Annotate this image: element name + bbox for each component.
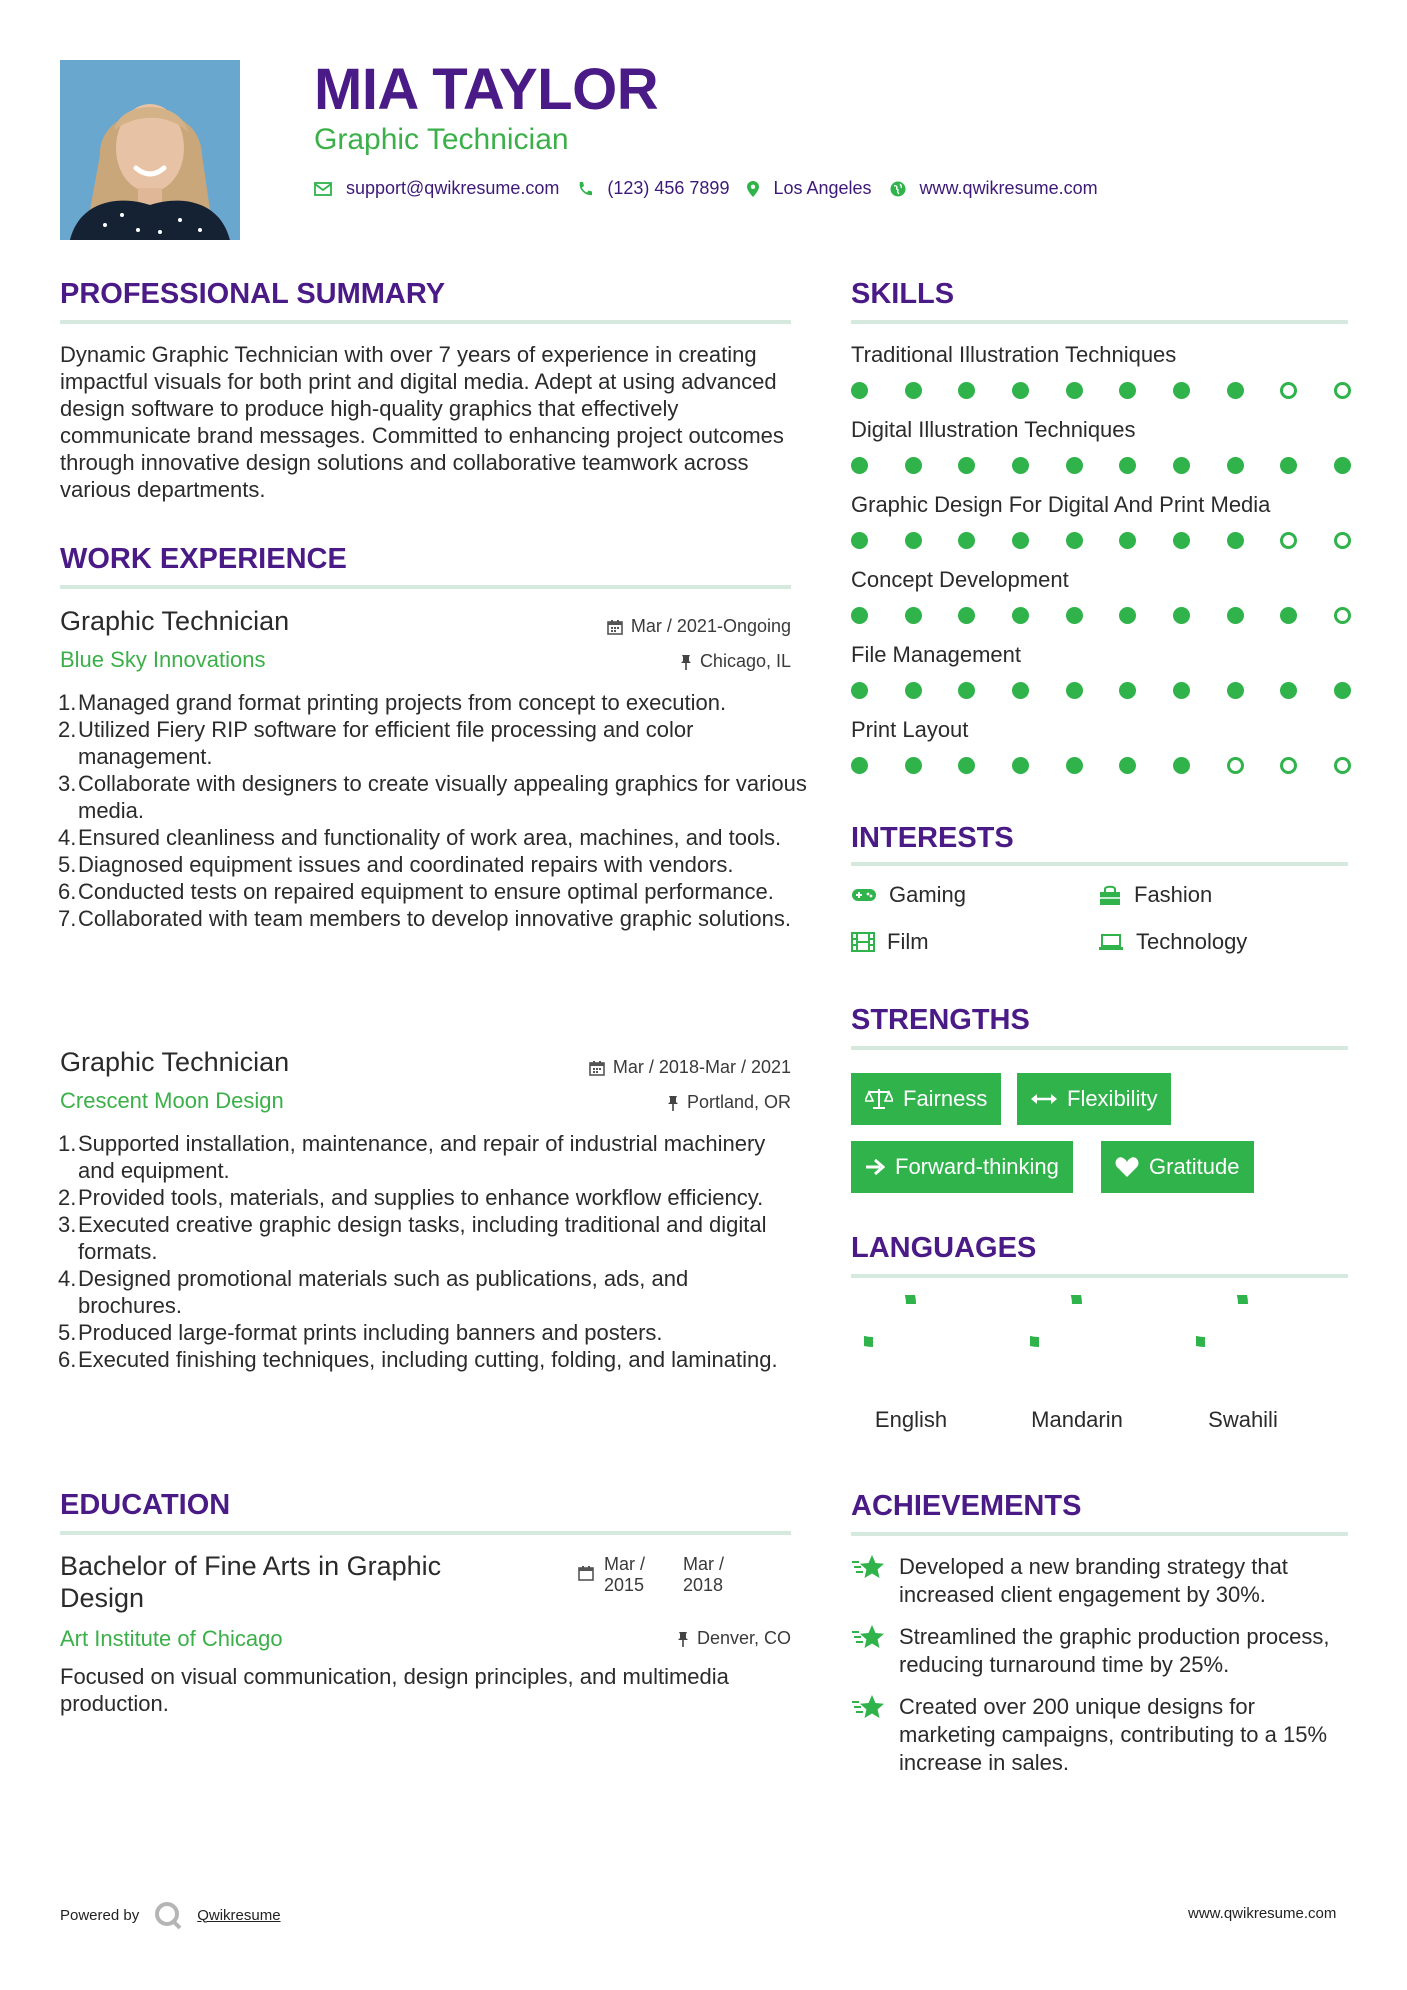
language-label: English bbox=[874, 1407, 948, 1432]
strength-label: Gratitude bbox=[1149, 1154, 1240, 1179]
language-label: Swahili bbox=[1208, 1407, 1278, 1432]
skill-name: Concept Development bbox=[851, 567, 1069, 592]
qwikresume-link[interactable]: Qwikresume bbox=[197, 1906, 281, 1924]
education-location bbox=[677, 1628, 791, 1649]
skill-name: Traditional Illustration Techniques bbox=[851, 342, 1177, 367]
language-item bbox=[828, 1295, 994, 1433]
list-item: 4. Designed promotional materials such as publications, ads, and brochures. bbox=[58, 1266, 689, 1318]
list-item: 6. Executed finishing techniques, including cutting, folding, and laminating. bbox=[58, 1347, 778, 1372]
skill-dot-filled bbox=[1119, 682, 1136, 699]
job-date bbox=[589, 1057, 791, 1078]
skill-dot-filled bbox=[851, 382, 868, 399]
summary-heading: PROFESSIONAL SUMMARY bbox=[60, 278, 446, 310]
strength-label: Forward-thinking bbox=[895, 1154, 1059, 1179]
strength-label: Flexibility bbox=[1067, 1086, 1158, 1111]
achievement-item bbox=[851, 1623, 1351, 1679]
skill-dot-filled bbox=[1012, 382, 1029, 399]
list-item: 1. Managed grand format printing projects from concept to execution. bbox=[58, 690, 727, 715]
skill-dot-filled bbox=[851, 532, 868, 549]
achievement-item bbox=[851, 1693, 1351, 1777]
skill-dot-filled bbox=[1119, 757, 1136, 774]
summary-divider bbox=[60, 320, 791, 324]
education-end: Mar / 2018 bbox=[683, 1554, 725, 1595]
skill-dot-empty bbox=[1334, 607, 1351, 624]
skill-dot-filled bbox=[851, 457, 868, 474]
balance-scale-icon bbox=[865, 1087, 893, 1111]
skill-dot-filled bbox=[958, 457, 975, 474]
list-item: 7. Collaborated with team members to develop innovative graphic solutions. bbox=[58, 906, 791, 931]
job-date-text: Mar / 2021-Ongoing bbox=[630, 616, 791, 636]
strength-chip-fairness bbox=[851, 1073, 1001, 1125]
skill-dot-filled bbox=[958, 682, 975, 699]
list-item: 2. Provided tools, materials, and supplies to enhance workflow efficiency. bbox=[58, 1185, 764, 1210]
arrows-horizontal-icon bbox=[1031, 1092, 1057, 1106]
list-item: 1. Supported installation, maintenance, and repair of industrial machinery and equipment. bbox=[58, 1131, 766, 1183]
skill-dot-filled bbox=[905, 457, 922, 474]
skill-dot-filled bbox=[1227, 532, 1244, 549]
job-date-text: Mar / 2018-Mar / 2021 bbox=[612, 1057, 791, 1077]
education-heading: EDUCATION bbox=[60, 1489, 231, 1521]
skill-rating bbox=[851, 532, 1351, 549]
company-name: Blue Sky Innovations bbox=[60, 647, 266, 672]
achievement-text: Developed a new branding strategy that increased client engagement by 30%. bbox=[899, 1554, 1288, 1607]
star-icon bbox=[851, 1553, 885, 1581]
skill-dot-filled bbox=[958, 757, 975, 774]
skill-dot-filled bbox=[1280, 607, 1297, 624]
footer-powered-by bbox=[60, 1900, 281, 1930]
achievement-item bbox=[851, 1553, 1351, 1609]
shopping-bag-icon bbox=[1098, 884, 1122, 906]
skill-dot-filled bbox=[851, 682, 868, 699]
skill-dot-filled bbox=[1334, 682, 1351, 699]
laptop-icon bbox=[1098, 933, 1124, 951]
skill-dot-filled bbox=[1173, 607, 1190, 624]
skill-dot-filled bbox=[1280, 457, 1297, 474]
skill-dot-filled bbox=[1066, 607, 1083, 624]
skill-dot-filled bbox=[1227, 457, 1244, 474]
degree-title: Bachelor of Fine Arts in Graphic Design bbox=[60, 1551, 442, 1613]
education-location-text: Denver, CO bbox=[696, 1628, 791, 1648]
skill-dot-filled bbox=[958, 532, 975, 549]
phone-text: (123) 456 7899 bbox=[607, 178, 730, 198]
skill-dot-filled bbox=[1119, 532, 1136, 549]
calendar-icon bbox=[578, 1565, 594, 1581]
language-label: Mandarin bbox=[1031, 1407, 1123, 1432]
skill-rating bbox=[851, 757, 1351, 774]
skill-dot-filled bbox=[1066, 682, 1083, 699]
pushpin-icon bbox=[677, 1631, 689, 1647]
job-location-text: Portland, OR bbox=[686, 1092, 791, 1112]
job-title: Graphic Technician bbox=[60, 606, 290, 636]
skill-dot-filled bbox=[1012, 457, 1029, 474]
powered-by-text: Powered by bbox=[60, 1906, 140, 1924]
skill-rating bbox=[851, 382, 1351, 399]
phone-icon bbox=[577, 181, 593, 197]
strengths-divider bbox=[851, 1046, 1348, 1050]
arrow-right-icon bbox=[865, 1158, 885, 1176]
list-item: 6. Conducted tests on repaired equipment to ensure optimal performance. bbox=[58, 879, 774, 904]
list-item: 5. Produced large-format prints including banners and posters. bbox=[58, 1320, 663, 1345]
skill-dot-filled bbox=[1173, 532, 1190, 549]
company-name: Crescent Moon Design bbox=[60, 1088, 284, 1113]
interest-film bbox=[851, 929, 929, 955]
gamepad-icon bbox=[851, 887, 877, 903]
language-level-arc bbox=[1196, 1295, 1243, 1342]
education-description: Focused on visual communication, design principles, and multimedia production. bbox=[60, 1664, 729, 1716]
contact-email[interactable] bbox=[314, 178, 559, 199]
interest-label: Technology bbox=[1136, 929, 1248, 954]
star-icon bbox=[851, 1693, 885, 1721]
location-text: Los Angeles bbox=[773, 178, 872, 198]
language-gauge bbox=[864, 1295, 958, 1389]
language-gauge bbox=[1196, 1295, 1290, 1389]
skill-dot-empty bbox=[1280, 532, 1297, 549]
skill-dot-filled bbox=[1012, 757, 1029, 774]
contact-bar bbox=[314, 178, 1098, 199]
job-title: Graphic Technician bbox=[60, 1047, 290, 1077]
star-icon bbox=[851, 1623, 885, 1651]
skill-dot-empty bbox=[1280, 757, 1297, 774]
skill-rating bbox=[851, 607, 1351, 624]
languages-divider bbox=[851, 1274, 1348, 1278]
skill-dot-filled bbox=[958, 382, 975, 399]
candidate-title: Graphic Technician bbox=[314, 123, 569, 156]
school-name: Art Institute of Chicago bbox=[60, 1626, 283, 1651]
skill-name: Graphic Design For Digital And Print Media bbox=[851, 492, 1271, 517]
skills-divider bbox=[851, 320, 1348, 324]
skill-dot-filled bbox=[1012, 532, 1029, 549]
calendar-icon bbox=[589, 1060, 605, 1076]
skill-dot-filled bbox=[1119, 607, 1136, 624]
pushpin-icon bbox=[667, 1095, 679, 1111]
skill-dot-empty bbox=[1334, 382, 1351, 399]
skill-dot-filled bbox=[1280, 682, 1297, 699]
heart-icon bbox=[1115, 1156, 1139, 1178]
skill-dot-filled bbox=[1227, 682, 1244, 699]
email-text: support@qwikresume.com bbox=[346, 178, 560, 198]
profile-photo bbox=[60, 60, 240, 240]
interest-fashion bbox=[1098, 882, 1212, 908]
contact-location bbox=[747, 178, 871, 199]
job-date bbox=[607, 616, 791, 637]
skill-dot-empty bbox=[1334, 532, 1351, 549]
envelope-icon bbox=[314, 182, 332, 196]
job-location-text: Chicago, IL bbox=[699, 651, 791, 671]
skill-dot-filled bbox=[1066, 532, 1083, 549]
summary-text: Dynamic Graphic Technician with over 7 years of experience in creating impactful visuals for both print and digital media. Adept at using advanced design software to produce high-quality graphics that effectively communicate brand messages. Committed to enhancing project outcomes through innovative design solutions and collaborative teamwork across various departments. bbox=[60, 342, 784, 502]
map-marker-icon bbox=[747, 181, 759, 197]
skill-rating bbox=[851, 457, 1351, 474]
contact-phone[interactable] bbox=[577, 178, 729, 199]
achievements-heading: ACHIEVEMENTS bbox=[851, 1490, 1082, 1522]
skill-dot-filled bbox=[1119, 382, 1136, 399]
interest-gaming bbox=[851, 882, 966, 908]
skill-dot-filled bbox=[851, 757, 868, 774]
skill-dot-filled bbox=[1173, 682, 1190, 699]
skill-dot-empty bbox=[1227, 757, 1244, 774]
job-responsibilities bbox=[60, 1130, 778, 1373]
list-item: 3. Executed creative graphic design tasks, including traditional and digital formats. bbox=[58, 1212, 767, 1264]
list-item: 2. Utilized Fiery RIP software for efficient file processing and color management. bbox=[58, 717, 694, 769]
skill-dot-filled bbox=[1012, 607, 1029, 624]
interest-technology bbox=[1098, 929, 1247, 955]
list-item: 3. Collaborate with designers to create visually appealing graphics for various media. bbox=[58, 771, 807, 823]
pushpin-icon bbox=[680, 654, 692, 670]
skill-dot-filled bbox=[1227, 607, 1244, 624]
strength-label: Fairness bbox=[903, 1086, 988, 1111]
skill-dot-filled bbox=[905, 607, 922, 624]
achievements-divider bbox=[851, 1532, 1348, 1536]
education-divider bbox=[60, 1531, 791, 1535]
experience-divider bbox=[60, 585, 791, 589]
languages-heading: LANGUAGES bbox=[851, 1232, 1037, 1264]
skills-heading: SKILLS bbox=[851, 278, 955, 310]
skill-dot-filled bbox=[905, 757, 922, 774]
skill-dot-filled bbox=[905, 682, 922, 699]
skill-dot-filled bbox=[1334, 457, 1351, 474]
qwikresume-logo-icon bbox=[153, 1900, 183, 1930]
skill-dot-filled bbox=[905, 382, 922, 399]
skill-dot-filled bbox=[1066, 382, 1083, 399]
experience-heading: WORK EXPERIENCE bbox=[60, 543, 347, 575]
interests-heading: INTERESTS bbox=[851, 822, 1014, 854]
language-gauges bbox=[828, 1295, 1348, 1455]
achievement-text: Created over 200 unique designs for marketing campaigns, contributing to a 15% increase in sales. bbox=[899, 1694, 1328, 1775]
footer-website-link[interactable]: www.qwikresume.com bbox=[1188, 1905, 1337, 1922]
skill-dot-filled bbox=[1012, 682, 1029, 699]
list-item: 4. Ensured cleanliness and functionality of work area, machines, and tools. bbox=[58, 825, 782, 850]
skill-name: Digital Illustration Techniques bbox=[851, 417, 1136, 442]
interest-label: Gaming bbox=[889, 882, 967, 907]
interest-label: Fashion bbox=[1134, 882, 1213, 907]
skill-dot-filled bbox=[1173, 757, 1190, 774]
job-responsibilities bbox=[60, 689, 818, 932]
skill-dot-filled bbox=[958, 607, 975, 624]
globe-icon bbox=[890, 181, 906, 197]
job-location bbox=[680, 651, 791, 672]
interests-divider bbox=[851, 862, 1348, 866]
strength-chip-gratitude bbox=[1101, 1141, 1254, 1193]
language-item bbox=[1160, 1295, 1326, 1433]
skill-dot-filled bbox=[1173, 382, 1190, 399]
list-item: 5. Diagnosed equipment issues and coordinated repairs with vendors. bbox=[58, 852, 734, 877]
calendar-icon bbox=[607, 619, 623, 635]
website-text: www.qwikresume.com bbox=[919, 178, 1098, 198]
candidate-name: MIA TAYLOR bbox=[314, 57, 659, 122]
skill-name: File Management bbox=[851, 642, 1021, 667]
skill-dot-filled bbox=[1066, 757, 1083, 774]
education-dates bbox=[578, 1554, 724, 1596]
skill-dot-filled bbox=[1066, 457, 1083, 474]
skill-dot-filled bbox=[1119, 457, 1136, 474]
skill-dot-filled bbox=[1227, 382, 1244, 399]
achievement-text: Streamlined the graphic production process, reducing turnaround time by 25%. bbox=[899, 1624, 1330, 1677]
contact-website[interactable] bbox=[890, 178, 1098, 199]
language-gauge bbox=[1030, 1295, 1124, 1389]
strength-chip-flexibility bbox=[1017, 1073, 1171, 1125]
skill-dot-filled bbox=[905, 532, 922, 549]
education-start: Mar / 2015 bbox=[604, 1554, 646, 1595]
strengths-heading: STRENGTHS bbox=[851, 1004, 1030, 1036]
skill-dot-empty bbox=[1280, 382, 1297, 399]
skill-name: Print Layout bbox=[851, 717, 969, 742]
language-level-arc bbox=[864, 1295, 911, 1342]
language-level-arc bbox=[1030, 1295, 1077, 1342]
skill-dot-empty bbox=[1334, 757, 1351, 774]
skill-dot-filled bbox=[851, 607, 868, 624]
skill-dot-filled bbox=[1173, 457, 1190, 474]
strength-chip-forward-thinking bbox=[851, 1141, 1073, 1193]
film-icon bbox=[851, 932, 875, 952]
interest-label: Film bbox=[887, 929, 929, 954]
language-item bbox=[994, 1295, 1160, 1433]
job-location bbox=[667, 1092, 791, 1113]
profile-photo-image bbox=[60, 60, 240, 240]
skill-rating bbox=[851, 682, 1351, 699]
